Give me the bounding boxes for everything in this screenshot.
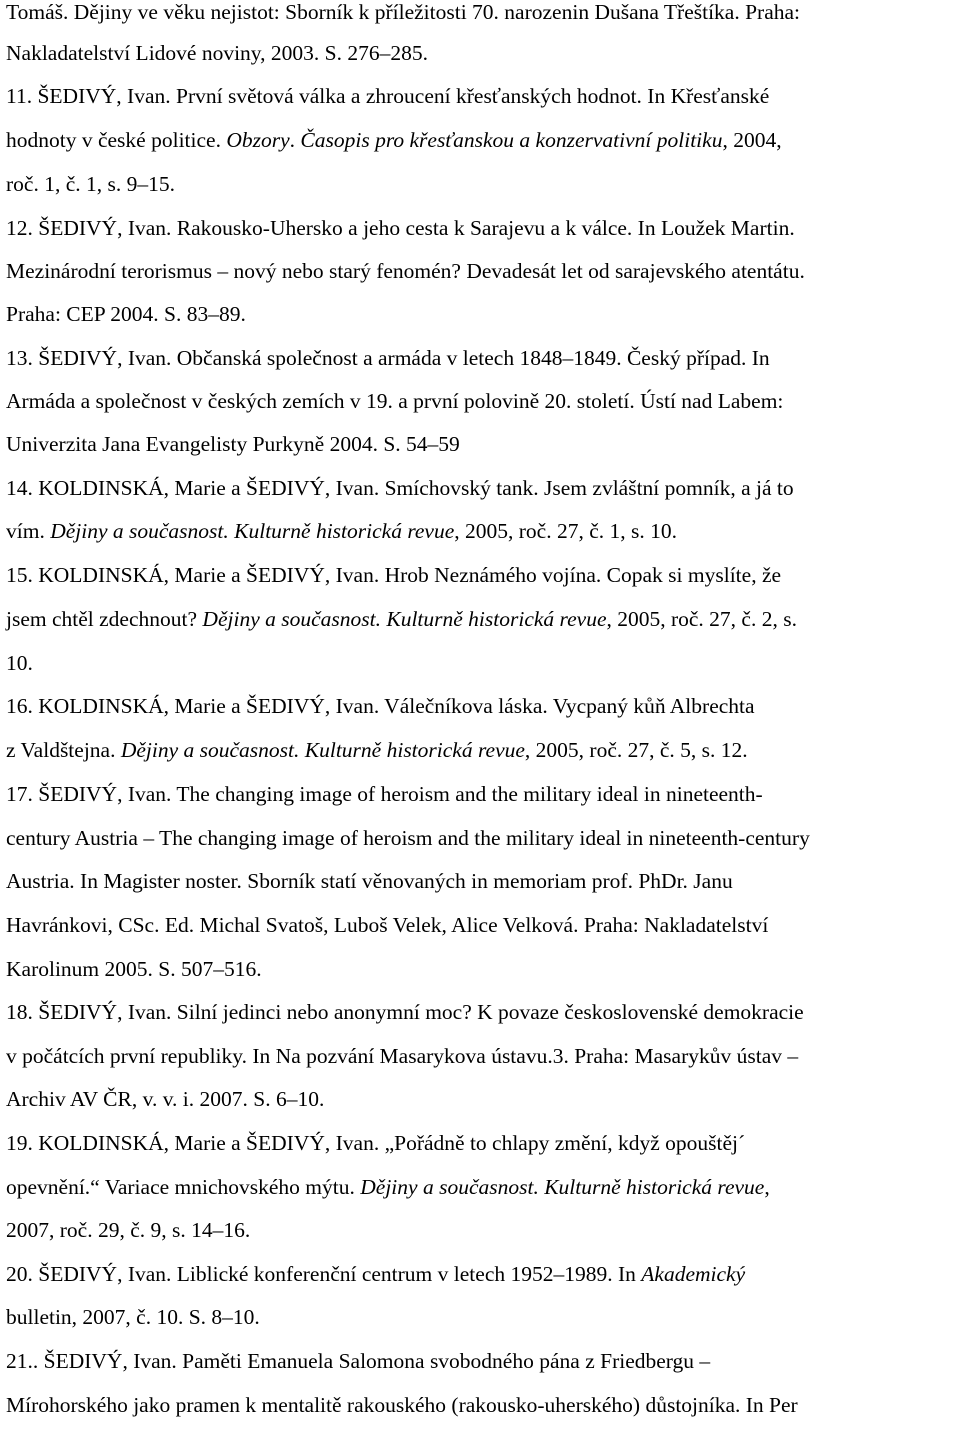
- text-line: [6, 957, 262, 981]
- text-segment: 11. ŠEDIVÝ, Ivan. První světová válka a zhroucení křesťanských hodnot. In Křesťanské: [6, 84, 770, 108]
- text-line: [6, 1218, 250, 1242]
- text-segment: roč. 1, č. 1, s. 9–15.: [6, 172, 175, 196]
- text-line: [6, 913, 768, 937]
- text-segment: z Valdštejna.: [6, 738, 121, 762]
- text-segment: , 2005, roč. 27, č. 1, s. 10.: [454, 519, 678, 543]
- text-line: [6, 1087, 324, 1111]
- text-line: [6, 346, 770, 370]
- text-segment: ,: [764, 1175, 770, 1199]
- text-line: [6, 1262, 745, 1286]
- text-segment: Mezinárodní terorismus – nový nebo starý fenomén? Devadesát let od sarajevského atentátu.: [6, 259, 805, 283]
- text-segment: vím.: [6, 519, 51, 543]
- italic-segment: Dějiny a současnost. Kulturně historická revue: [202, 607, 607, 631]
- text-segment: Nakladatelství Lidové noviny, 2003. S. 276–285.: [6, 41, 428, 65]
- text-line: [6, 738, 748, 762]
- italic-segment: Dějiny a současnost. Kulturně historická revue: [360, 1175, 765, 1199]
- text-segment: 19. KOLDINSKÁ, Marie a ŠEDIVÝ, Ivan. „Pořádně to chlapy změní, když opouštěj´: [6, 1131, 746, 1155]
- text-segment: .: [289, 128, 301, 152]
- italic-segment: Obzory: [226, 128, 290, 152]
- text-segment: Archiv AV ČR, v. v. i. 2007. S. 6–10.: [6, 1087, 325, 1111]
- text-line: [6, 607, 797, 631]
- text-line: [6, 1305, 260, 1329]
- text-segment: bulletin, 2007, č. 10. S. 8–10.: [6, 1305, 260, 1329]
- italic-segment: Akademický: [641, 1262, 746, 1286]
- text-segment: 2007, roč. 29, č. 9, s. 14–16.: [6, 1218, 251, 1242]
- text-segment: hodnoty v české politice.: [6, 128, 227, 152]
- italic-segment: Dějiny a současnost. Kulturně historická revue: [50, 519, 455, 543]
- text-line: [6, 651, 33, 675]
- text-line: [6, 259, 805, 283]
- text-line: [6, 694, 755, 718]
- text-line: [6, 1393, 798, 1417]
- text-segment: 21.. ŠEDIVÝ, Ivan. Paměti Emanuela Salomona svobodného pána z Friedbergu –: [6, 1349, 711, 1373]
- text-segment: 15. KOLDINSKÁ, Marie a ŠEDIVÝ, Ivan. Hrob Neznámého vojína. Copak si myslíte, že: [6, 563, 782, 587]
- text-line: [6, 782, 763, 806]
- text-segment: , 2005, roč. 27, č. 2, s.: [606, 607, 797, 631]
- text-line: [6, 389, 783, 413]
- text-line: [6, 1044, 798, 1068]
- text-segment: 14. KOLDINSKÁ, Marie a ŠEDIVÝ, Ivan. Smíchovský tank. Jsem zvláštní pomník, a já to: [6, 476, 794, 500]
- text-segment: Havránkovi, CSc. Ed. Michal Svatoš, Luboš Velek, Alice Velková. Praha: Nakladatelství: [6, 913, 769, 937]
- text-line: [6, 519, 677, 543]
- text-line: [6, 1349, 710, 1373]
- text-segment: 16. KOLDINSKÁ, Marie a ŠEDIVÝ, Ivan. Válečníkova láska. Vycpaný kůň Albrechta: [6, 694, 755, 718]
- text-segment: Univerzita Jana Evangelisty Purkyně 2004. S. 54–59: [6, 432, 460, 456]
- text-segment: century Austria – The changing image of heroism and the military ideal in nineteenth-century: [6, 826, 810, 850]
- text-line: [6, 41, 428, 65]
- italic-segment: Dějiny a současnost. Kulturně historická revue: [120, 738, 525, 762]
- text-line: [6, 476, 794, 500]
- text-line: [6, 172, 175, 196]
- italic-segment: Časopis pro křesťanskou a konzervativní politiku: [300, 128, 723, 152]
- text-segment: , 2005, roč. 27, č. 5, s. 12.: [524, 738, 748, 762]
- text-line: [6, 869, 733, 893]
- text-segment: 13. ŠEDIVÝ, Ivan. Občanská společnost a armáda v letech 1848–1849. Český případ. In: [6, 346, 770, 370]
- text-line: [6, 826, 810, 850]
- text-line: [6, 563, 781, 587]
- text-segment: Armáda a společnost v českých zemích v 19. a první polovině 20. století. Ústí nad Labem:: [6, 389, 784, 413]
- text-segment: jsem chtěl zdechnout?: [6, 607, 203, 631]
- text-line: [6, 216, 795, 240]
- text-line: [6, 84, 769, 108]
- text-segment: opevnění.“ Variace mnichovského mýtu.: [6, 1175, 361, 1199]
- text-segment: 20. ŠEDIVÝ, Ivan. Liblické konferenční centrum v letech 1952–1989. In: [6, 1262, 642, 1286]
- text-segment: Praha: CEP 2004. S. 83–89.: [6, 302, 246, 326]
- text-segment: v počátcích první republiky. In Na pozvání Masarykova ústavu.3. Praha: Masarykův ústav –: [6, 1044, 799, 1068]
- text-line: [6, 0, 800, 24]
- text-line: [6, 1175, 770, 1199]
- text-segment: 18. ŠEDIVÝ, Ivan. Silní jedinci nebo anonymní moc? K povaze československé demokracie: [6, 1000, 804, 1024]
- text-segment: Austria. In Magister noster. Sborník statí věnovaných in memoriam prof. PhDr. Janu: [6, 869, 733, 893]
- text-segment: Tomáš. Dějiny ve věku nejistot: Sborník k příležitosti 70. narozenin Dušana Třeštíka. Praha:: [6, 0, 801, 24]
- text-line: [6, 1131, 745, 1155]
- text-segment: 12. ŠEDIVÝ, Ivan. Rakousko-Uhersko a jeho cesta k Sarajevu a k válce. In Loužek Martin.: [6, 216, 795, 240]
- text-segment: Karolinum 2005. S. 507–516.: [6, 957, 262, 981]
- text-segment: 10.: [6, 651, 33, 675]
- text-line: [6, 302, 246, 326]
- text-segment: 17. ŠEDIVÝ, Ivan. The changing image of heroism and the military ideal in nineteenth-: [6, 782, 763, 806]
- text-line: [6, 432, 460, 456]
- text-line: [6, 1000, 804, 1024]
- text-segment: , 2004,: [722, 128, 782, 152]
- text-segment: Mírohorského jako pramen k mentalitě rakouského (rakousko-uherského) důstojníka. In Per: [6, 1393, 798, 1417]
- text-line: [6, 128, 782, 152]
